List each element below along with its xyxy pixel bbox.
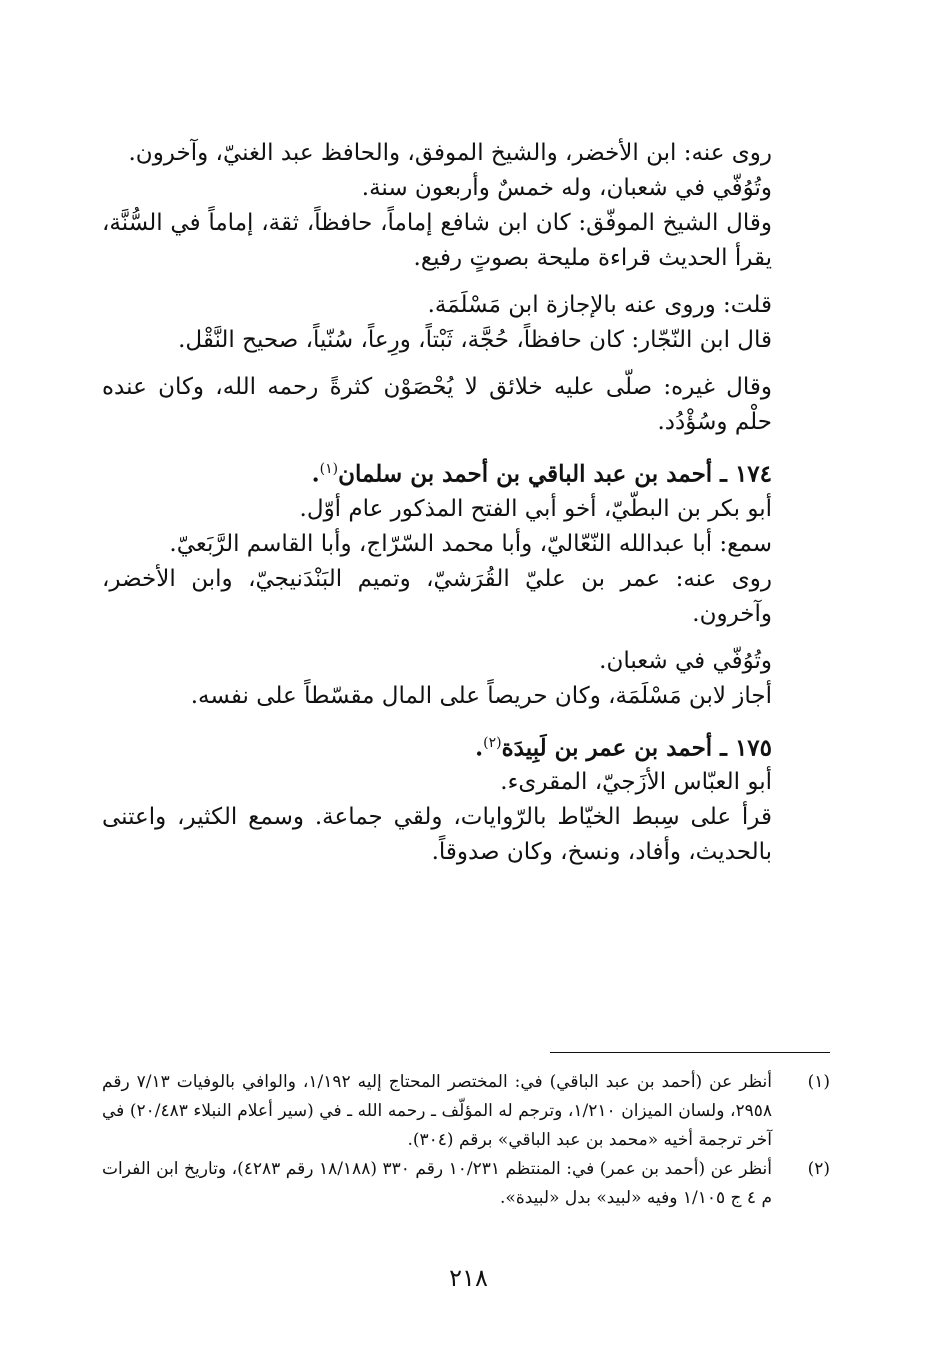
entry-line: سمع: أبا عبدالله النّعّاليّ، وأبا محمد السّرّاج، وأبا القاسم الرَّبَعيّ.	[169, 530, 772, 557]
entry-line: أبو العبّاس الأزَجيّ، المقرىء.	[500, 769, 772, 796]
entry-title: ١٧٤ ـ أحمد بن عبد الباقي بن أحمد بن سلمان	[338, 460, 772, 488]
footnote-text: أنظر عن (أحمد بن عبد الباقي) في: المختصر المحتاج إليه ١/١٩٢، والوافي بالوفيات ٧/١٣ رقم ٢٩٥٨، ولسان الميزان ١/٢١٠، وترجم له المؤلّف ـ رحمه الله ـ في (سير أعلام النبلاء ٢٠/٤٨٣) في آخر ترجمة أخيه «محمد بن عبد الباقي» برقم (٣٠٤).	[102, 1072, 772, 1150]
footnote-ref: (٢)	[483, 734, 502, 751]
entry-line: روى عنه: عمر بن عليّ القُرَشيّ، وتميم البَنْدَنيجيّ، وابن الأخضر، وآخرون.	[102, 565, 772, 627]
heading-end: .	[311, 460, 320, 488]
heading-end: .	[475, 734, 484, 762]
paragraph: وتُوُفّي في شعبان، وله خمسٌ وأربعون سنة.	[361, 175, 772, 201]
paragraph: روى عنه: ابن الأخضر، والشيخ الموفق، والحافظ عبد الغنيّ، وآخرون.	[128, 140, 772, 166]
entry-line: وتُوُفّي في شعبان.	[599, 647, 772, 674]
footnote	[102, 1155, 830, 1213]
main-text	[102, 136, 830, 870]
paragraph: قلت: وروى عنه بالإجازة ابن مَسْلَمَة.	[427, 292, 772, 318]
entry-line: قرأ على سِبط الخيّاط بالرّوايات، ولقي جماعة. وسمع الكثير، واعتنى بالحديث، وأفاد، ونسخ، وكان صدوقاً.	[102, 804, 772, 866]
paragraph: وقال غيره: صلّى عليه خلائق لا يُحْصَوْن كثرةً رحمه الله، وكان عنده حلْم وسُؤْدُد.	[102, 374, 772, 435]
footnotes	[102, 1068, 830, 1213]
paragraph: وقال الشيخ الموفّق: كان ابن شافع إماماً، حافظاً، ثقة، إماماً في السُّنَّة، يقرأ الحديث قراءة مليحة بصوتٍ رفيع.	[102, 210, 772, 271]
paragraph: قال ابن النّجّار: كان حافظاً، حُجَّة، ثَبْتاً، ورِعاً، سُنّياً، صحيح النَّقْل.	[178, 327, 772, 353]
page-number: ٢١٨	[449, 1264, 488, 1292]
footnote-number: (١)	[807, 1072, 830, 1092]
entry-heading-175	[102, 726, 830, 766]
footnote-divider	[550, 1052, 830, 1053]
footnote-number: (٢)	[807, 1159, 830, 1179]
entry-line: أبو بكر بن البطّيّ، أخو أبي الفتح المذكور عام أوّل.	[299, 495, 772, 522]
footnote	[102, 1068, 830, 1155]
footnote-ref: (١)	[319, 461, 339, 477]
entry-title: ١٧٥ ـ أحمد بن عمر بن لَبِيدَة	[501, 734, 772, 762]
entry-line: أجاز لابن مَسْلَمَة، وكان حريصاً على المال مقسّطاً على نفسه.	[190, 682, 772, 709]
footnote-text: أنظر عن (أحمد بن عمر) في: المنتظم ١٠/٢٣١ رقم ٣٣٠ (١٨/١٨٨ رقم ٤٢٨٣)، وتاريخ ابن الفرات م ٤ ج ١/١٠٥ وفيه «لبيد» بدل «لبيدة».	[102, 1159, 772, 1208]
entry-heading-174	[102, 452, 830, 492]
